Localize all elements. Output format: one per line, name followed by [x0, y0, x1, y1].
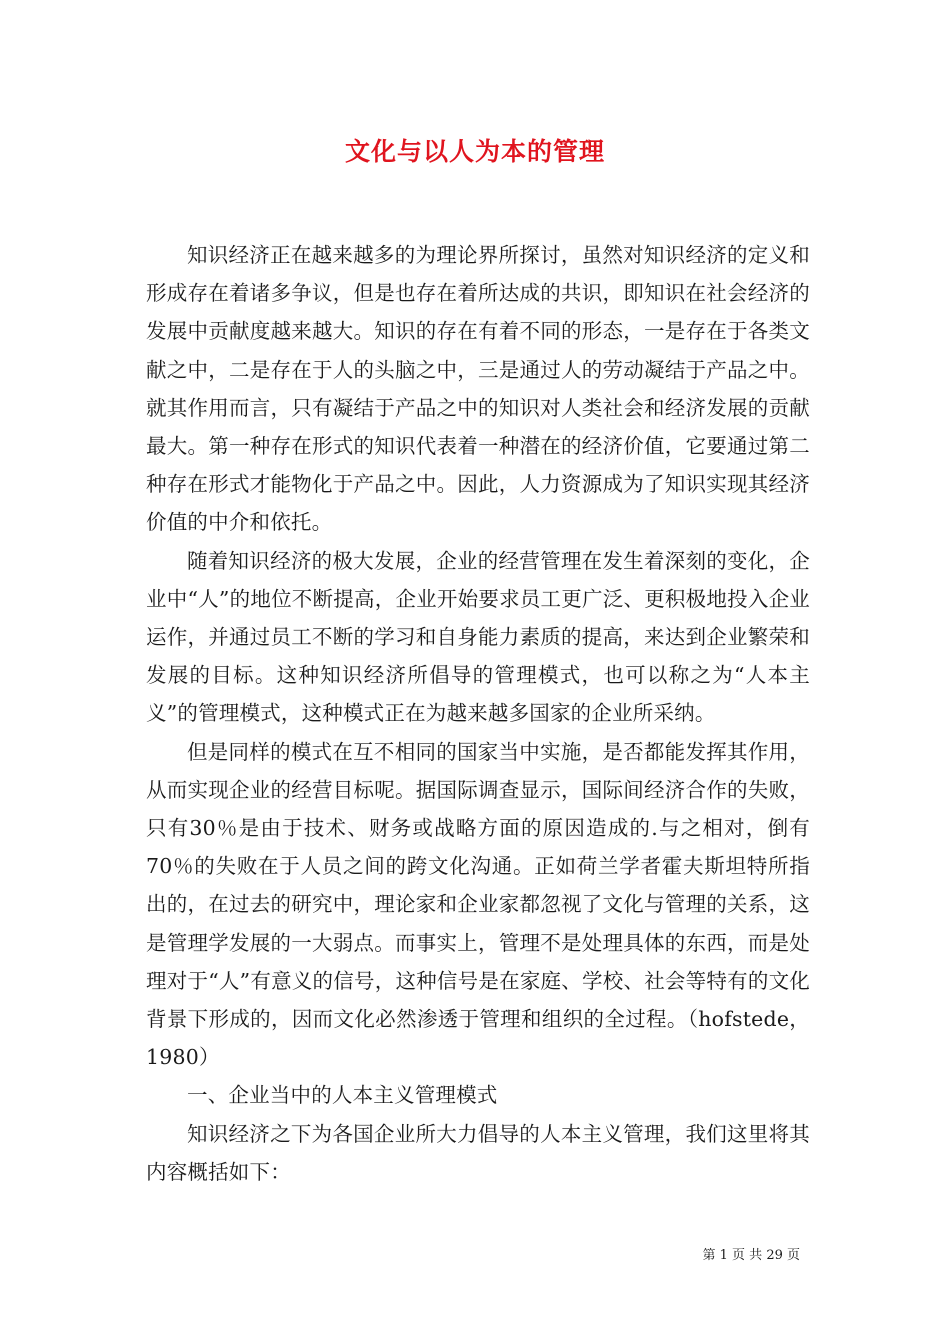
page-number: 第 1 页 共 29 页 [702, 1248, 800, 1263]
paragraph-2: 随着知识经济的极大发展，企业的经营管理在发生着深刻的变化，企业中“人”的地位不断提高，企业开始要求员工更广泛、更积极地投入企业运作，并通过员工不断的学习和自身能力素质的提高，来达到企业繁荣和发展的目标。这种知识经济所倡导的管理模式，也可以称之为“人本主义”的管理模式，这种模式正在为越来越多国家的企业所采纳。 [146, 548, 810, 726]
paragraph-4: 知识经济之下为各国企业所大力倡导的人本主义管理，我们这里将其内容概括如下： [146, 1121, 810, 1184]
document-body [146, 236, 810, 1191]
paragraph-3: 但是同样的模式在互不相同的国家当中实施，是否都能发挥其作用，从而实现企业的经营目标呢。据国际调查显示，国际间经济合作的失败，只有30％是由于技术、财务或战略方面的原因造成的.与之相对，倒有70％的失败在于人员之间的跨文化沟通。正如荷兰学者霍夫斯坦特所指出的，在过去的研究中，理论家和企业家都忽视了文化与管理的关系，这是管理学发展的一大弱点。而事实上，管理不是处理具体的东西，而是处理对于“人”有意义的信号，这种信号是在家庭、学校、社会等特有的文化背景下形成的，因而文化必然渗透于管理和组织的全过程。（hofstede，1980） [146, 739, 810, 1070]
paragraph-1: 知识经济正在越来越多的为理论界所探讨，虽然对知识经济的定义和形成存在着诸多争议，但是也存在着所达成的共识，即知识在社会经济的发展中贡献度越来越大。知识的存在有着不同的形态，一是存在于各类文献之中，二是存在于人的头脑之中，三是通过人的劳动凝结于产品之中。就其作用而言，只有凝结于产品之中的知识对人类社会和经济发展的贡献最大。第一种存在形式的知识代表着一种潜在的经济价值，它要通过第二种存在形式才能物化于产品之中。因此，人力资源成为了知识实现其经济价值的中介和依托。 [146, 243, 810, 535]
section-heading: 一、企业当中的人本主义管理模式 [187, 1083, 498, 1108]
document-title: 文化与以人为本的管理 [344, 137, 605, 166]
